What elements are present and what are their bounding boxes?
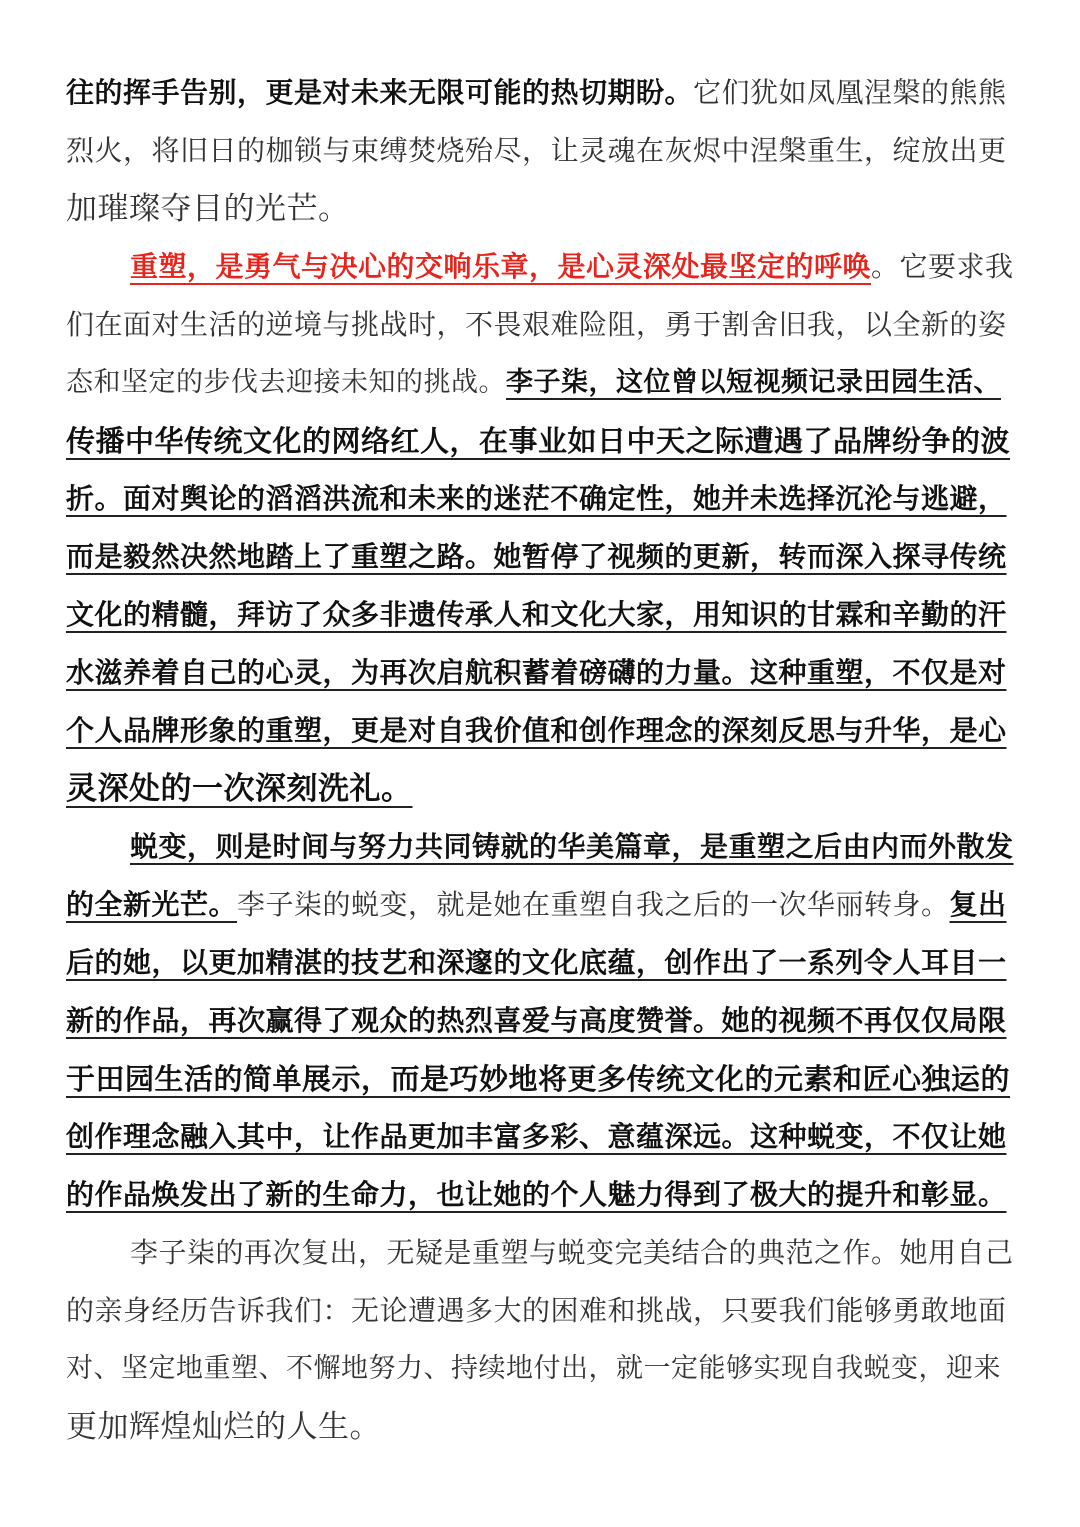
underlined-bold-text: 个人品牌形象的重塑，更是对自我价值和创作理念的深刻反思与升华，是心 xyxy=(66,714,1007,747)
text-line xyxy=(66,1398,1014,1456)
text-line xyxy=(66,296,1014,354)
underlined-bold-text: 复出 xyxy=(949,888,1007,921)
underlined-bold-text: 于田园生活的简单展示，而是巧妙地将更多传统文化的元素和匠心独运的 xyxy=(66,1062,1011,1096)
text-line xyxy=(66,1340,1014,1398)
paragraph-2 xyxy=(66,238,1014,818)
paragraph-3 xyxy=(66,818,1014,1224)
underlined-bold-text: 后的她，以更加精湛的技艺和深邃的文化底蕴，创作出了一系列令人耳目一 xyxy=(66,946,1007,979)
plain-text: 态和坚定的步伐去迎接未知的挑战。 xyxy=(66,367,506,398)
text-line xyxy=(66,818,1014,876)
underlined-bold-text: 灵深处的一次深刻洗礼。 xyxy=(66,771,413,807)
text-line xyxy=(66,64,1014,122)
underlined-bold-text: 折。面对舆论的滔滔洪流和未来的迷茫不确定性，她并未选择沉沦与逃避， xyxy=(66,482,1007,515)
underlined-bold-text: 文化的精髓，拜访了众多非遗传承人和文化大家，用知识的甘霖和辛勤的汗 xyxy=(66,598,1007,631)
highlighted-thesis-text: 重塑，是勇气与决心的交响乐章，是心灵深处最坚定的呼唤 xyxy=(130,250,872,283)
underlined-bold-text: 传播中华传统文化的网络红人，在事业如日中天之际遭遇了品牌纷争的波 xyxy=(66,424,1011,458)
text-line xyxy=(66,354,1014,412)
bold-text: 往的挥手告别，更是对未来无限可能的热切期盼。 xyxy=(66,76,694,109)
text-line xyxy=(66,992,1014,1050)
text-line xyxy=(66,702,1014,760)
underlined-bold-text: 创作理念融入其中，让作品更加丰富多彩、意蕴深远。这种蜕变，不仅让她 xyxy=(66,1120,1007,1153)
plain-text: 们在面对生活的逆境与挑战时，不畏艰难险阻，勇于割舍旧我，以全新的姿 xyxy=(66,308,1007,341)
plain-text: 更加辉煌灿烂的人生。 xyxy=(66,1409,381,1445)
text-line xyxy=(66,122,1014,180)
text-line xyxy=(66,238,1014,296)
plain-text: 它们犹如凤凰涅槃的熊熊 xyxy=(693,76,1007,109)
underlined-bold-text: 而是毅然决然地踏上了重塑之路。她暂停了视频的更新，转而深入探寻传统 xyxy=(66,540,1007,573)
underlined-bold-text: 水滋养着自己的心灵，为再次启航积蓄着磅礴的力量。这种重塑，不仅是对 xyxy=(66,656,1007,689)
text-line xyxy=(66,586,1014,644)
paragraph-4 xyxy=(66,1224,1014,1456)
text-line xyxy=(66,528,1014,586)
plain-text: 烈火，将旧日的枷锁与束缚焚烧殆尽，让灵魂在灰烬中涅槃重生，绽放出更 xyxy=(66,134,1007,167)
text-line xyxy=(66,180,1014,238)
text-line xyxy=(66,1224,1014,1282)
text-line xyxy=(66,1282,1014,1340)
text-line xyxy=(66,760,1014,818)
text-line xyxy=(66,876,1014,934)
plain-text: 李子柒的再次复出，无疑是重塑与蜕变完美结合的典范之作。她用自己 xyxy=(130,1236,1014,1269)
underlined-bold-text: 李子柒，这位曾以短视频记录田园生活、 xyxy=(506,367,1001,398)
underlined-bold-text: 的作品焕发出了新的生命力，也让她的个人魅力得到了极大的提升和彰显。 xyxy=(66,1178,1007,1211)
paragraph-1 xyxy=(66,64,1014,238)
plain-text: 对、坚定地重塑、不懈地努力、持续地付出，就一定能够实现自我蜕变，迎来 xyxy=(66,1353,1001,1384)
text-line xyxy=(66,470,1014,528)
plain-text: 的亲身经历告诉我们：无论遭遇多大的困难和挑战，只要我们能够勇敢地面 xyxy=(66,1294,1007,1327)
text-line xyxy=(66,934,1014,992)
plain-text: 李子柒的蜕变，就是她在重塑自我之后的一次华丽转身。 xyxy=(237,888,950,921)
text-line xyxy=(66,1166,1014,1224)
text-line xyxy=(66,412,1014,470)
plain-text: 加璀璨夺目的光芒。 xyxy=(66,191,350,227)
text-line xyxy=(66,1108,1014,1166)
underlined-bold-text: 的全新光芒。 xyxy=(66,888,238,921)
underlined-bold-text: 新的作品，再次赢得了观众的热烈喜爱与高度赞誉。她的视频不再仅仅局限 xyxy=(66,1004,1007,1037)
underlined-bold-text: 蜕变，则是时间与努力共同铸就的华美篇章，是重塑之后由内而外散发 xyxy=(130,830,1014,863)
text-line xyxy=(66,644,1014,702)
text-line xyxy=(66,1050,1014,1108)
plain-text: 。它要求我 xyxy=(871,250,1014,283)
